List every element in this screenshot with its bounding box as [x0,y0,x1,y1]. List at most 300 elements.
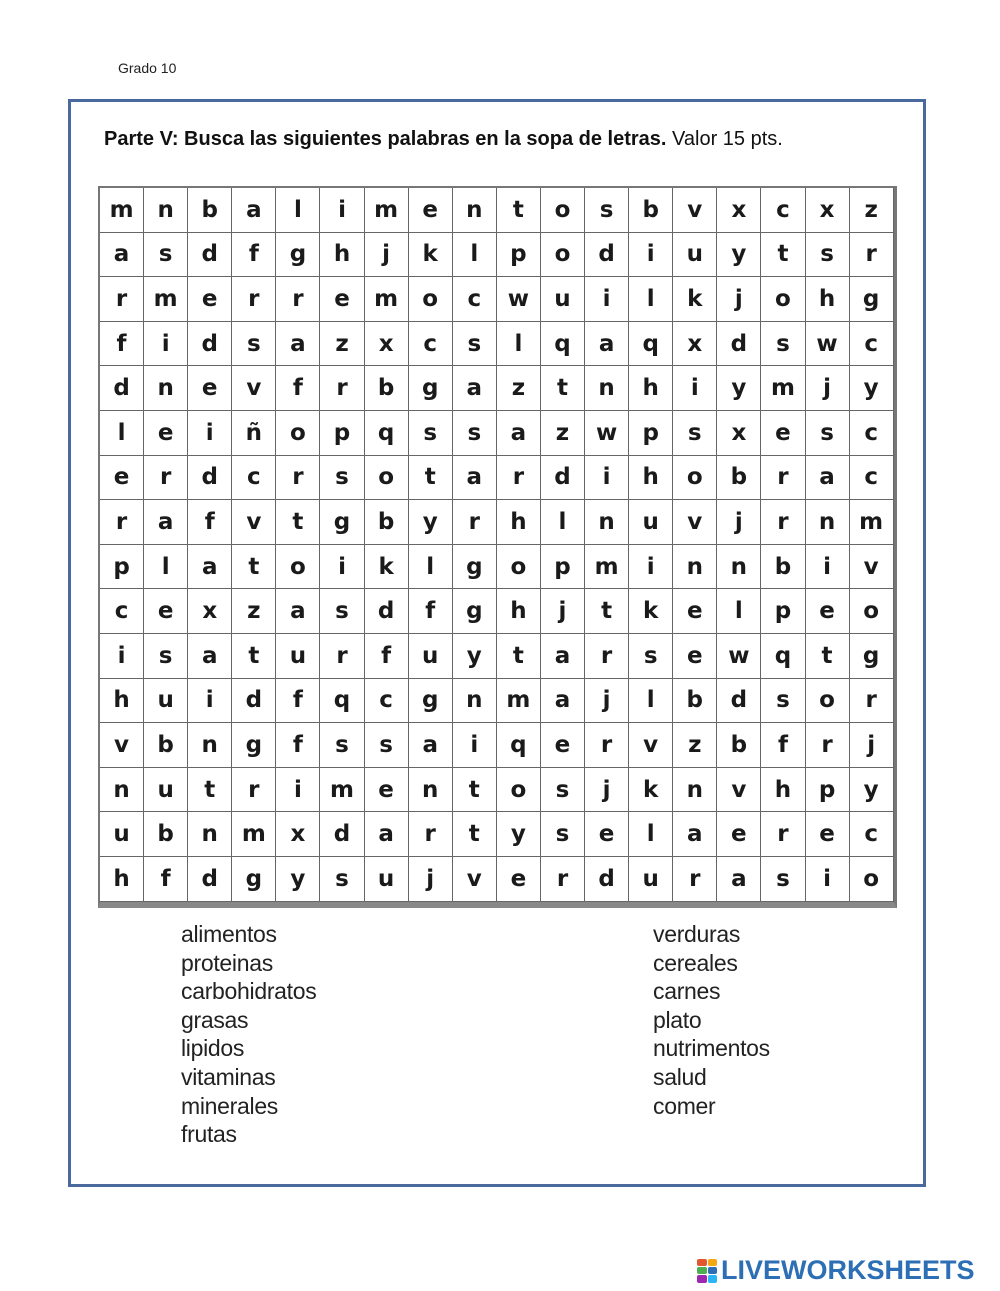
grid-cell[interactable]: r [585,634,629,679]
grid-cell[interactable]: n [585,366,629,411]
grid-cell[interactable]: y [850,366,894,411]
grid-cell[interactable]: r [453,500,497,545]
grid-cell[interactable]: j [541,589,585,634]
grid-cell[interactable]: u [144,768,188,813]
grid-cell[interactable]: a [188,545,232,590]
grid-cell[interactable]: p [806,768,850,813]
grid-cell[interactable]: g [320,500,364,545]
grid-cell[interactable]: m [497,679,541,724]
grid-cell[interactable]: o [806,679,850,724]
grid-cell[interactable]: t [541,366,585,411]
grid-cell[interactable]: y [717,233,761,278]
grid-cell[interactable]: c [409,322,453,367]
grid-cell[interactable]: t [276,500,320,545]
word-item: alimentos [181,921,277,947]
grid-cell[interactable]: j [585,679,629,724]
grid-cell[interactable]: f [409,589,453,634]
grid-cell[interactable]: e [673,634,717,679]
grid-cell[interactable]: i [188,679,232,724]
grid-cell[interactable]: o [541,233,585,278]
grid-cell[interactable]: z [320,322,364,367]
grid-cell[interactable]: g [409,679,453,724]
grid-cell[interactable]: d [585,233,629,278]
grid-cell[interactable]: l [453,233,497,278]
grid-cell[interactable]: a [806,456,850,501]
grid-cell[interactable]: s [144,634,188,679]
grid-cell[interactable]: o [365,456,409,501]
word-item: grasas [181,1006,249,1033]
grid-cell[interactable]: u [365,857,409,902]
grid-cell[interactable]: g [409,366,453,411]
grid-cell[interactable]: z [850,188,894,233]
grid-cell[interactable]: i [673,366,717,411]
grid-cell[interactable]: e [409,188,453,233]
word-search-grid[interactable] [98,186,897,908]
grid-cell[interactable]: h [100,857,144,902]
grid-cell[interactable]: d [188,857,232,902]
grid-cell[interactable]: g [276,233,320,278]
grid-cell[interactable]: u [541,277,585,322]
grid-cell[interactable]: x [365,322,409,367]
grid-cell[interactable]: s [761,322,805,367]
grid-cell[interactable]: x [717,188,761,233]
grid-cell[interactable]: r [144,456,188,501]
grid-cell[interactable]: a [100,233,144,278]
grid-cell[interactable]: e [497,857,541,902]
grid-cell[interactable]: a [497,411,541,456]
grid-cell[interactable]: z [232,589,276,634]
grid-cell[interactable]: t [232,545,276,590]
grid-cell[interactable]: d [188,456,232,501]
grid-cell[interactable]: p [320,411,364,456]
grid-cell[interactable]: a [144,500,188,545]
grid-cell[interactable]: g [850,634,894,679]
grid-cell[interactable]: e [806,812,850,857]
grid-cell[interactable]: c [761,188,805,233]
grid-cell[interactable]: g [453,589,497,634]
grid-cell[interactable]: f [276,679,320,724]
brand-name: LIVEWORKSHEETS [721,1255,975,1285]
grid-cell[interactable]: a [673,812,717,857]
grid-cell[interactable]: f [365,634,409,679]
grid-cell[interactable]: s [409,411,453,456]
grid-cell[interactable]: s [541,768,585,813]
grid-cell[interactable]: t [585,589,629,634]
grid-cell[interactable]: s [629,634,673,679]
grid-cell[interactable]: s [806,233,850,278]
grid-cell[interactable]: r [100,500,144,545]
grid-cell[interactable]: y [497,812,541,857]
grid-cell[interactable]: h [629,456,673,501]
grid-cell[interactable]: u [629,500,673,545]
grid-cell[interactable]: v [453,857,497,902]
grid-cell[interactable]: i [144,322,188,367]
grid-cell[interactable]: q [497,723,541,768]
grid-cell[interactable]: s [541,812,585,857]
grid-cell[interactable]: l [144,545,188,590]
grid-cell[interactable]: r [276,456,320,501]
grid-cell[interactable]: s [365,723,409,768]
grid-cell[interactable]: m [365,188,409,233]
grid-cell[interactable]: c [232,456,276,501]
grid-cell[interactable]: a [541,634,585,679]
grid-cell[interactable]: s [232,322,276,367]
grid-cell[interactable]: g [232,857,276,902]
grid-cell[interactable]: i [585,456,629,501]
grade-label: Grado 10 [118,60,177,76]
grid-cell[interactable]: i [453,723,497,768]
grid-cell[interactable]: o [850,857,894,902]
grid-cell[interactable]: o [497,768,541,813]
grid-cell[interactable]: n [144,188,188,233]
grid-cell[interactable]: h [320,233,364,278]
grid-cell[interactable]: d [232,679,276,724]
grid-cell[interactable]: ñ [232,411,276,456]
grid-cell[interactable]: t [188,768,232,813]
grid-cell[interactable]: y [850,768,894,813]
brand [697,1255,975,1286]
grid-cell[interactable]: g [850,277,894,322]
grid-cell[interactable]: h [100,679,144,724]
grid-cell[interactable]: r [320,366,364,411]
grid-cell[interactable]: v [673,500,717,545]
grid-cell[interactable]: i [585,277,629,322]
grid-cell[interactable]: j [850,723,894,768]
grid-cell[interactable]: o [276,411,320,456]
grid-cell[interactable]: s [320,456,364,501]
grid-cell[interactable]: o [850,589,894,634]
grid-cell[interactable]: e [188,277,232,322]
grid-cell[interactable]: f [276,723,320,768]
grid-cell[interactable]: o [761,277,805,322]
grid-cell[interactable]: l [629,679,673,724]
grid-cell[interactable]: i [629,545,673,590]
grid-cell[interactable]: e [806,589,850,634]
grid-cell[interactable]: j [717,277,761,322]
grid-cell[interactable]: r [497,456,541,501]
grid-cell[interactable]: k [673,277,717,322]
grid-cell[interactable]: s [453,322,497,367]
grid-cell[interactable]: s [806,411,850,456]
grid-cell[interactable]: g [453,545,497,590]
grid-cell[interactable]: b [717,723,761,768]
grid-cell[interactable]: l [276,188,320,233]
grid-cell[interactable]: q [761,634,805,679]
grid-cell[interactable]: k [409,233,453,278]
grid-cell[interactable]: v [629,723,673,768]
grid-cell[interactable]: e [188,366,232,411]
grid-cell[interactable]: u [673,233,717,278]
grid-cell[interactable]: u [629,857,673,902]
grid-cell[interactable]: b [144,812,188,857]
grid-cell[interactable]: b [188,188,232,233]
grid-cell[interactable]: v [717,768,761,813]
grid-cell[interactable]: o [409,277,453,322]
grid-cell[interactable]: x [806,188,850,233]
grid-cell[interactable]: s [453,411,497,456]
grid-cell[interactable]: p [541,545,585,590]
grid-cell[interactable]: r [541,857,585,902]
grid-cell[interactable]: e [673,589,717,634]
grid-cell[interactable]: t [409,456,453,501]
grid-cell[interactable]: c [850,322,894,367]
grid-cell[interactable]: v [232,366,276,411]
grid-cell[interactable]: m [365,277,409,322]
grid-cell[interactable]: z [673,723,717,768]
grid-cell[interactable]: u [100,812,144,857]
grid-cell[interactable]: q [365,411,409,456]
grid-cell[interactable]: m [144,277,188,322]
grid-cell[interactable]: r [806,723,850,768]
grid-cell[interactable]: r [320,634,364,679]
grid-cell[interactable]: b [761,545,805,590]
grid-cell[interactable]: c [365,679,409,724]
grid-cell[interactable]: a [717,857,761,902]
grid-cell[interactable]: t [453,812,497,857]
grid-cell[interactable]: t [497,634,541,679]
grid-cell[interactable]: n [188,723,232,768]
grid-cell[interactable]: a [585,322,629,367]
grid-cell[interactable]: u [144,679,188,724]
grid-cell[interactable]: d [717,322,761,367]
grid-cell[interactable]: b [144,723,188,768]
grid-cell[interactable]: s [320,723,364,768]
grid-cell[interactable]: r [409,812,453,857]
grid-cell[interactable]: u [276,634,320,679]
grid-cell[interactable]: c [850,812,894,857]
grid-cell[interactable]: d [188,322,232,367]
grid-cell[interactable]: i [806,545,850,590]
grid-cell[interactable]: e [320,277,364,322]
grid-cell[interactable]: q [541,322,585,367]
grid-cell[interactable]: x [188,589,232,634]
grid-cell[interactable]: d [365,589,409,634]
grid-cell[interactable]: h [629,366,673,411]
grid-cell[interactable]: v [232,500,276,545]
grid-cell[interactable]: d [585,857,629,902]
grid-cell[interactable]: p [497,233,541,278]
grid-cell[interactable]: y [276,857,320,902]
grid-cell[interactable]: n [717,545,761,590]
grid-cell[interactable]: l [629,812,673,857]
word-item: carbohidratos [181,978,317,1005]
grid-cell[interactable]: i [100,634,144,679]
grid-cell[interactable]: r [850,679,894,724]
grid-cell[interactable]: a [188,634,232,679]
grid-cell[interactable]: n [188,812,232,857]
grid-cell[interactable]: k [629,589,673,634]
grid-cell[interactable]: m [850,500,894,545]
grid-cell[interactable]: b [717,456,761,501]
grid-cell[interactable]: n [585,500,629,545]
grid-cell[interactable]: o [673,456,717,501]
grid-cell[interactable]: o [276,545,320,590]
grid-cell[interactable]: n [453,679,497,724]
grid-cell[interactable]: r [232,277,276,322]
grid-cell[interactable]: v [850,545,894,590]
grid-cell[interactable]: i [320,545,364,590]
grid-cell[interactable]: f [100,322,144,367]
grid-cell[interactable]: t [232,634,276,679]
grid-cell[interactable]: i [276,768,320,813]
grid-cell[interactable]: a [409,723,453,768]
grid-cell[interactable]: t [761,233,805,278]
grid-cell[interactable]: s [761,857,805,902]
grid-cell[interactable]: j [806,366,850,411]
grid-cell[interactable]: w [497,277,541,322]
grid-cell[interactable]: r [585,723,629,768]
grid-cell[interactable]: w [585,411,629,456]
grid-cell[interactable]: r [850,233,894,278]
grid-cell[interactable]: i [629,233,673,278]
grid-cell[interactable]: c [850,456,894,501]
grid-cell[interactable]: a [541,679,585,724]
grid-cell[interactable]: r [761,812,805,857]
grid-cell[interactable]: b [629,188,673,233]
grid-cell[interactable]: e [365,768,409,813]
grid-cell[interactable]: c [453,277,497,322]
grid-cell[interactable]: g [232,723,276,768]
grid-cell[interactable]: e [541,723,585,768]
grid-cell[interactable]: f [232,233,276,278]
grid-cell[interactable]: a [453,456,497,501]
grid-cell[interactable]: f [761,723,805,768]
grid-cell[interactable]: i [320,188,364,233]
grid-cell[interactable]: y [409,500,453,545]
grid-cell[interactable]: e [100,456,144,501]
grid-cell[interactable]: o [541,188,585,233]
grid-cell[interactable]: b [673,679,717,724]
grid-cell[interactable]: d [188,233,232,278]
grid-cell[interactable]: n [806,500,850,545]
grid-cell[interactable]: j [365,233,409,278]
grid-cell[interactable]: q [320,679,364,724]
grid-cell[interactable]: m [761,366,805,411]
grid-cell[interactable]: n [100,768,144,813]
grid-cell[interactable]: k [365,545,409,590]
grid-cell[interactable]: s [144,233,188,278]
grid-cell[interactable]: p [629,411,673,456]
grid-cell[interactable]: r [232,768,276,813]
grid-cell[interactable]: f [144,857,188,902]
grid-cell[interactable]: z [541,411,585,456]
grid-cell[interactable]: n [673,545,717,590]
grid-cell[interactable]: d [717,679,761,724]
grid-cell[interactable]: u [409,634,453,679]
grid-cell[interactable]: v [100,723,144,768]
grid-cell[interactable]: p [761,589,805,634]
grid-cell[interactable]: m [320,768,364,813]
grid-cell[interactable]: a [232,188,276,233]
grid-cell[interactable]: z [497,366,541,411]
grid-cell[interactable]: l [100,411,144,456]
grid-cell[interactable]: e [144,589,188,634]
grid-cell[interactable]: e [717,812,761,857]
grid-cell[interactable]: b [365,500,409,545]
grid-cell[interactable]: t [806,634,850,679]
grid-cell[interactable]: t [497,188,541,233]
grid-cell[interactable]: n [409,768,453,813]
grid-cell[interactable]: y [717,366,761,411]
grid-cell[interactable]: c [100,589,144,634]
grid-cell[interactable]: h [761,768,805,813]
grid-cell[interactable]: t [453,768,497,813]
grid-cell[interactable]: l [409,545,453,590]
grid-cell[interactable]: s [673,411,717,456]
grid-cell[interactable]: n [453,188,497,233]
grid-cell[interactable]: x [717,411,761,456]
grid-cell[interactable]: d [541,456,585,501]
grid-cell[interactable]: s [320,589,364,634]
grid-cell[interactable]: f [276,366,320,411]
grid-cell[interactable]: a [365,812,409,857]
instruction-text [104,128,783,151]
grid-cell[interactable]: l [497,322,541,367]
grid-cell[interactable]: e [585,812,629,857]
word-item: nutrimentos [653,1035,770,1062]
grid-cell[interactable]: k [629,768,673,813]
grid-cell[interactable]: v [673,188,717,233]
grid-cell[interactable]: a [276,322,320,367]
grid-cell[interactable]: h [806,277,850,322]
grid-cell[interactable]: q [629,322,673,367]
grid-cell[interactable]: y [453,634,497,679]
grid-cell[interactable]: i [806,857,850,902]
liveworksheets-logo-icon [697,1259,717,1283]
grid-cell[interactable]: i [188,411,232,456]
grid-cell[interactable]: n [144,366,188,411]
grid-cell[interactable]: o [497,545,541,590]
grid-cell[interactable]: x [673,322,717,367]
grid-cell[interactable]: f [188,500,232,545]
word-item: verduras [653,921,741,947]
grid-cell[interactable]: e [144,411,188,456]
grid-cell[interactable]: j [717,500,761,545]
grid-cell[interactable]: c [850,411,894,456]
grid-cell[interactable]: s [585,188,629,233]
grid-cell[interactable]: b [365,366,409,411]
grid-cell[interactable]: m [100,188,144,233]
grid-cell[interactable]: r [761,456,805,501]
grid-cell[interactable]: s [761,679,805,724]
grid-cell[interactable]: r [761,500,805,545]
grid-cell[interactable]: s [320,857,364,902]
grid-cell[interactable]: j [585,768,629,813]
grid-cell[interactable]: p [100,545,144,590]
grid-cell[interactable]: m [585,545,629,590]
grid-cell[interactable]: h [497,500,541,545]
grid-cell[interactable]: n [673,768,717,813]
grid-cell[interactable]: r [673,857,717,902]
grid-cell[interactable]: l [717,589,761,634]
grid-cell[interactable]: r [100,277,144,322]
grid-cell[interactable]: w [806,322,850,367]
grid-cell[interactable]: l [541,500,585,545]
grid-cell[interactable]: h [497,589,541,634]
word-item: cereales [653,949,738,976]
grid-cell[interactable]: r [276,277,320,322]
grid-cell[interactable]: x [276,812,320,857]
grid-cell[interactable]: d [320,812,364,857]
grid-cell[interactable]: j [409,857,453,902]
grid-cell[interactable]: a [276,589,320,634]
grid-cell[interactable]: e [761,411,805,456]
grid-cell[interactable]: l [629,277,673,322]
grid-cell[interactable]: a [453,366,497,411]
grid-cell[interactable]: m [232,812,276,857]
grid-cell[interactable]: w [717,634,761,679]
grid-cell[interactable]: d [100,366,144,411]
